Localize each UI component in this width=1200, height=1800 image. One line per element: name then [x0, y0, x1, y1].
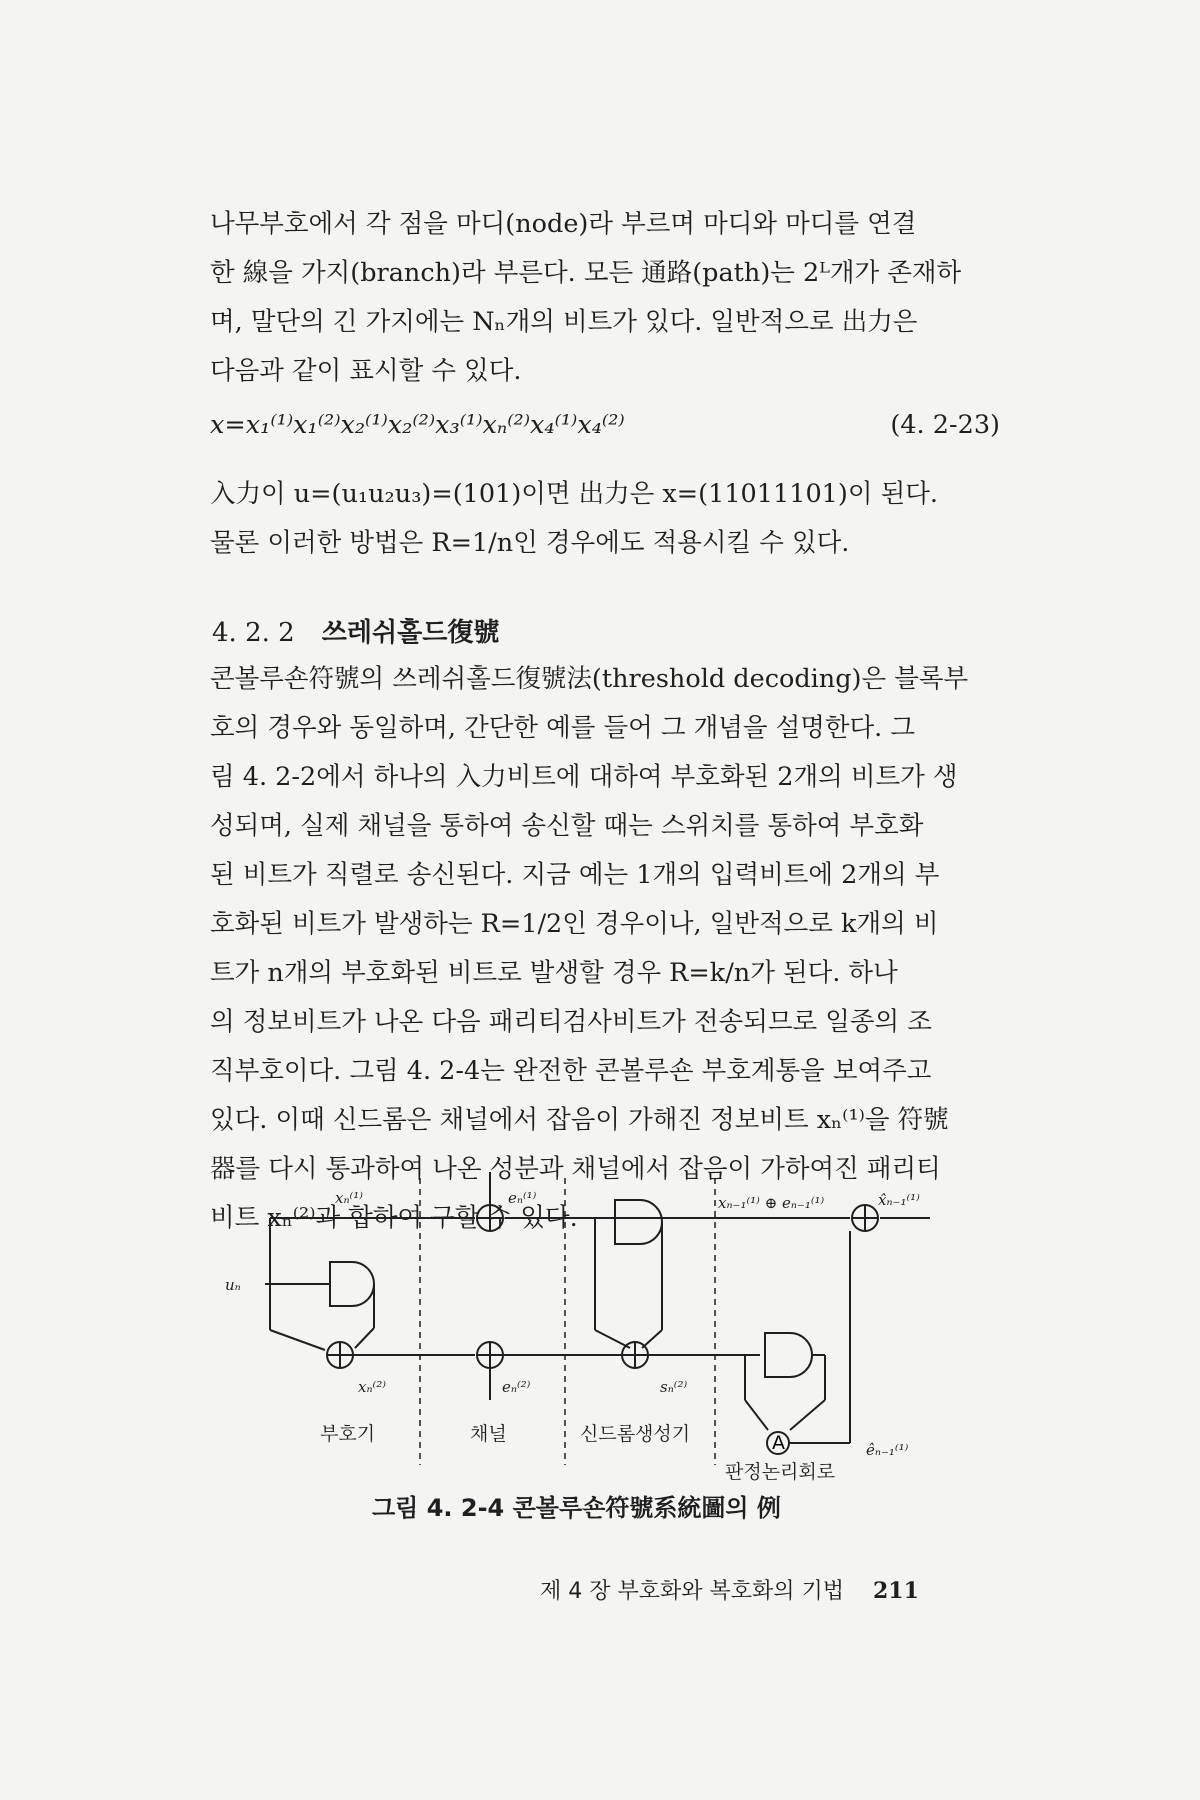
label-sn2: sₙ⁽²⁾	[660, 1378, 688, 1396]
figure-caption: 그림 4. 2-4 콘볼루숀符號系統圖의 例	[372, 1494, 781, 1522]
text-line: 된 비트가 직렬로 송신된다. 지금 예는 1개의 입력비트에 2개의 부	[210, 860, 940, 890]
and-gate-encoder	[330, 1262, 374, 1306]
text-line: 성되며, 실제 채널을 통하여 송신할 때는 스위치를 통하여 부호화	[210, 811, 924, 841]
text-line: 비트 xₙ⁽²⁾과 합하여 구할 수 있다.	[210, 1203, 578, 1233]
text-line: 림 4. 2-2에서 하나의 入力비트에 대하여 부호화된 2개의 비트가 생	[210, 762, 958, 792]
label-xhat: x̂ₙ₋₁⁽¹⁾	[878, 1191, 920, 1209]
text-line: 器를 다시 통과하여 나온 성분과 채널에서 잡음이 가하여진 패리티	[210, 1154, 941, 1184]
text-line: 있다. 이때 신드롬은 채널에서 잡음이 가해진 정보비트 xₙ⁽¹⁾을 符號	[210, 1105, 949, 1135]
and-gate-syndrome	[615, 1200, 662, 1244]
text-line: 트가 n개의 부호화된 비트로 발생할 경우 R=k/n가 된다. 하나	[210, 958, 898, 988]
label-channel: 채널	[470, 1423, 507, 1445]
text-line: 콘볼루숀符號의 쓰레쉬홀드復號法(threshold decoding)은 블록부	[210, 664, 969, 694]
text-line: 나무부호에서 각 점을 마디(node)라 부르며 마디와 마디를 연결	[210, 209, 917, 239]
section-number: 4. 2. 2	[212, 618, 295, 648]
and-gate-decision	[765, 1333, 812, 1377]
text-line: 물론 이러한 방법은 R=1/n인 경우에도 적용시킬 수 있다.	[210, 528, 850, 558]
text-line: 며, 말단의 긴 가지에는 Nₙ개의 비트가 있다. 일반적으로 出力은	[210, 307, 918, 337]
label-gate-a: A	[772, 1432, 785, 1454]
equation-text: x=x₁⁽¹⁾x₁⁽²⁾x₂⁽¹⁾x₂⁽²⁾x₃⁽¹⁾xₙ⁽²⁾x₄⁽¹⁾x₄⁽²⁾	[210, 410, 625, 440]
equation-number: (4. 2-23)	[890, 410, 1000, 440]
text-line: 호의 경우와 동일하며, 간단한 예를 들어 그 개념을 설명한다. 그	[210, 713, 915, 743]
text-line: 한 線을 가지(branch)라 부른다. 모든 通路(path)는 2ᴸ개가 존재하	[210, 258, 962, 288]
label-encoder: 부호기	[320, 1423, 376, 1445]
label-syndrome: 신드롬생성기	[580, 1423, 691, 1445]
label-un: uₙ	[225, 1276, 241, 1294]
label-decision: 판정논리회로	[725, 1461, 836, 1483]
label-xn1: xₙ⁽¹⁾	[335, 1189, 363, 1207]
text-line: 의 정보비트가 나온 다음 패리티검사비트가 전송되므로 일종의 조	[210, 1007, 932, 1037]
text-line: 入力이 u=(u₁u₂u₃)=(101)이면 出力은 x=(11011101)이 된다.	[210, 479, 938, 509]
label-en2: eₙ⁽²⁾	[502, 1378, 531, 1396]
label-xn1-plus-e: xₙ₋₁⁽¹⁾ ⊕ eₙ₋₁⁽¹⁾	[718, 1194, 825, 1212]
label-ehat: êₙ₋₁⁽¹⁾	[866, 1441, 909, 1459]
text-line: 직부호이다. 그림 4. 2-4는 완전한 콘볼루숀 부호계통을 보여주고	[210, 1056, 932, 1086]
text-line: 다음과 같이 표시할 수 있다.	[210, 356, 522, 386]
page-footer	[540, 1574, 919, 1605]
label-xn2: xₙ⁽²⁾	[358, 1378, 386, 1396]
section-title: 쓰레쉬홀드復號	[321, 618, 500, 648]
label-en1: eₙ⁽¹⁾	[508, 1189, 537, 1207]
page-number: 211	[873, 1578, 919, 1604]
chapter-title: 제 4 장 부호화와 복호화의 기법	[540, 1579, 844, 1604]
text-line: 호화된 비트가 발생하는 R=1/2인 경우이나, 일반적으로 k개의 비	[210, 909, 939, 939]
